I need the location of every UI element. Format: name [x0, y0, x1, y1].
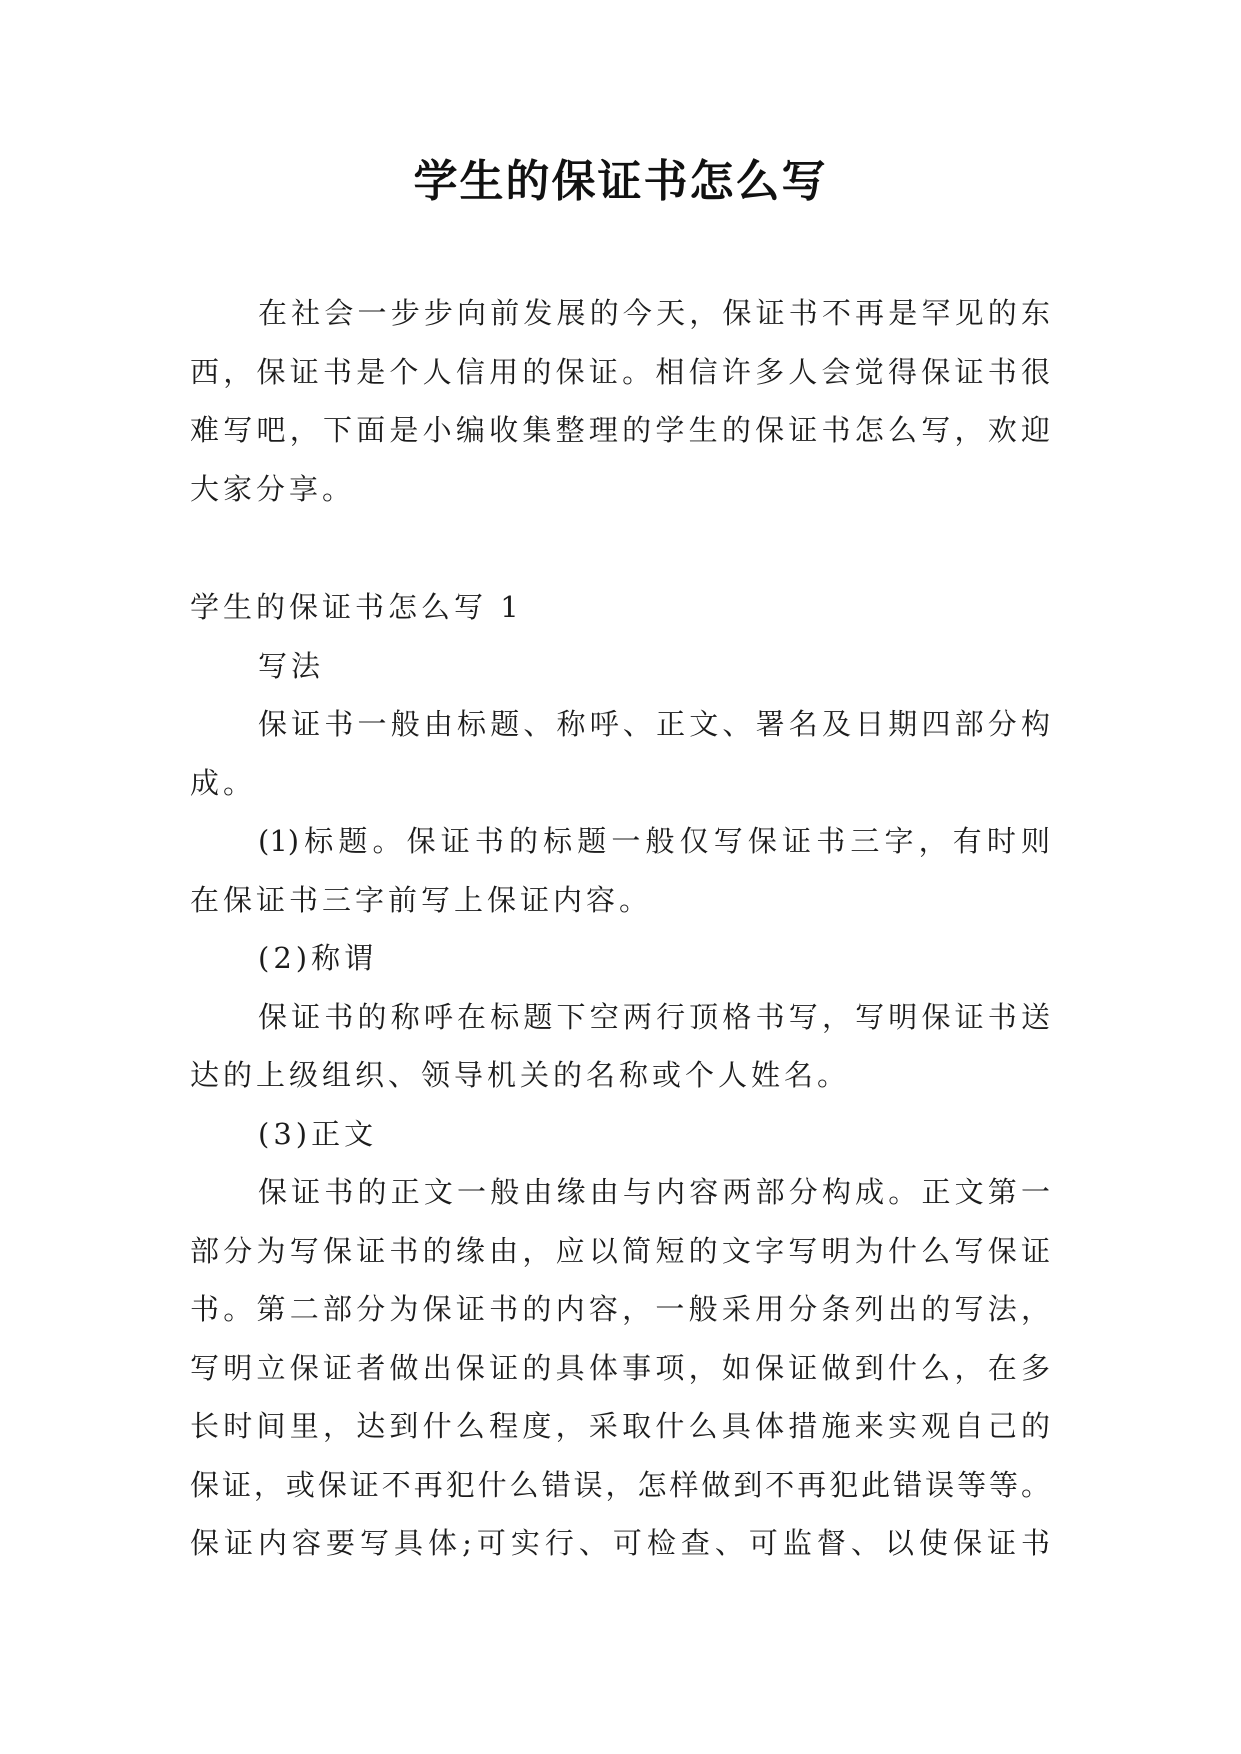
- paragraph-title-rule: [190, 812, 1050, 929]
- text-line: 在社会一步步向前发展的今天，保证书不再是罕见的东: [258, 296, 1050, 330]
- text-line: 长时间里，达到什么程度，采取什么具体措施来实观自己的: [190, 1409, 1050, 1443]
- text-line: 保证，或保证不再犯什么错误，怎样做到不再犯此错误等等。: [190, 1467, 1050, 1502]
- text-line: 大家分享。: [190, 471, 356, 506]
- text-line: 西，保证书是个人信用的保证。相信许多人会觉得保证书很: [190, 354, 1050, 389]
- document-title: 学生的保证书怎么写: [413, 156, 828, 207]
- paragraph-body-rule: [190, 1163, 1050, 1573]
- text-line: (3)正文: [258, 1116, 378, 1151]
- paragraph-salutation-heading: [190, 929, 1050, 988]
- text-line: 在保证书三字前写上保证内容。: [190, 882, 653, 917]
- text-line: 难写吧，下面是小编收集整理的学生的保证书怎么写，欢迎: [190, 413, 1050, 447]
- section-heading: 学生的保证书怎么写 1: [190, 590, 523, 624]
- text-line: 保证书一般由标题、称呼、正文、署名及日期四部分构: [258, 707, 1050, 741]
- text-line: 成。: [190, 765, 257, 800]
- text-line: 书。第二部分为保证书的内容，一般采用分条列出的写法，: [190, 1292, 1050, 1326]
- text-line: 保证内容要写具体;可实行、可检查、可监督、以使保证书: [190, 1526, 1050, 1560]
- text-line: (1)标题。保证书的标题一般仅写保证书三字，有时则: [258, 824, 1050, 858]
- paragraph-body-heading: [190, 1105, 1050, 1164]
- section-1: [190, 578, 1050, 1573]
- text-line: 写明立保证者做出保证的具体事项，如保证做到什么，在多: [190, 1350, 1050, 1385]
- text-line: (2)称谓: [258, 941, 378, 975]
- paragraph-structure: [190, 695, 1050, 812]
- text-line: 部分为写保证书的缘由，应以简短的文字写明为什么写保证: [190, 1233, 1050, 1268]
- text-line: 保证书的称呼在标题下空两行顶格书写，写明保证书送: [258, 999, 1050, 1034]
- intro-paragraph: [190, 284, 1050, 518]
- text-line: 达的上级组织、领导机关的名称或个人姓名。: [190, 1058, 851, 1092]
- paragraph-salutation-rule: [190, 988, 1050, 1105]
- paragraph-writing-method: [190, 637, 1050, 696]
- text-line: 写法: [258, 648, 325, 683]
- text-line: 保证书的正文一般由缘由与内容两部分构成。正文第一: [258, 1175, 1050, 1209]
